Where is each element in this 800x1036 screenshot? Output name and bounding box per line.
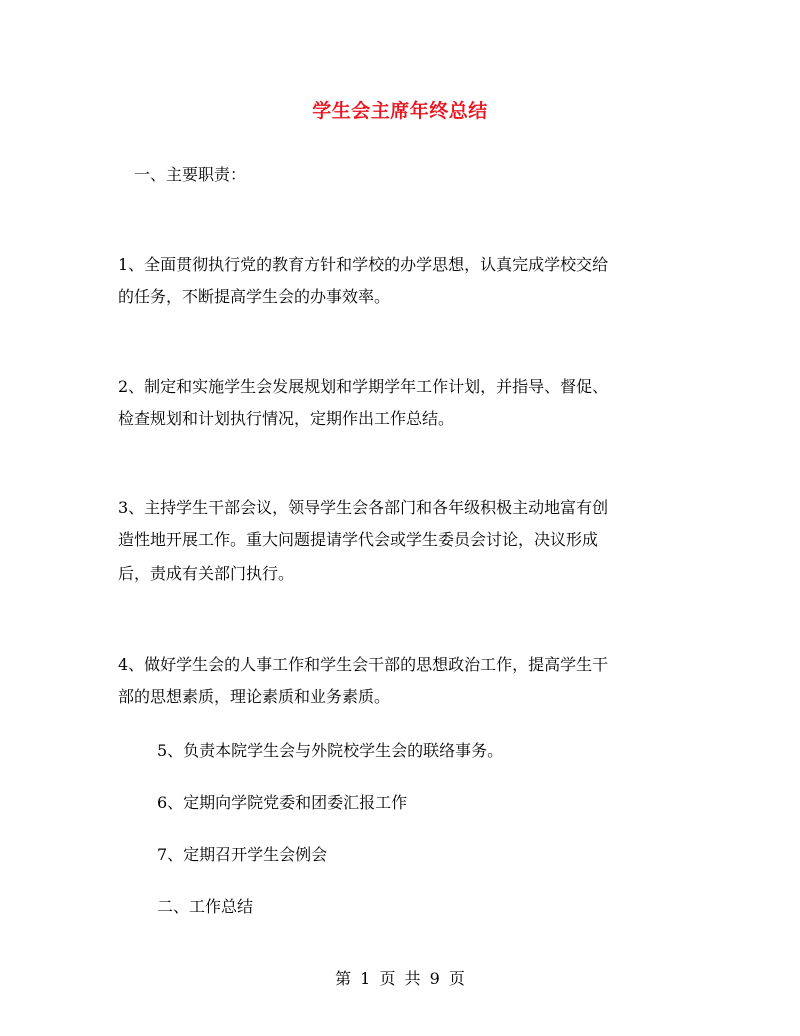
list-item-5: 5、负责本院学生会与外院校学生会的联络事务。 <box>157 741 504 760</box>
paragraph-4-line-2: 部的思想素质，理论素质和业务素质。 <box>118 687 391 706</box>
paragraph-3-line-3: 后，责成有关部门执行。 <box>118 564 295 583</box>
paragraph-4-line-1: 4、做好学生会的人事工作和学生会干部的思想政治工作，提高学生干 <box>118 655 609 674</box>
paragraph-3-line-2: 造性地开展工作。重大问题提请学代会或学生委员会讨论，决议形成 <box>118 530 599 549</box>
paragraph-3-line-1: 3、主持学生干部会议，领导学生会各部门和各年级积极主动地富有创 <box>118 498 609 517</box>
list-item-7: 7、定期召开学生会例会 <box>157 845 328 864</box>
list-item-6: 6、定期向学院党委和团委汇报工作 <box>157 793 408 812</box>
page-number-footer: 第 1 页 共 9 页 <box>335 969 465 988</box>
paragraph-1-line-2: 的任务，不断提高学生会的办事效率。 <box>118 287 391 306</box>
document-title: 学生会主席年终总结 <box>312 100 488 122</box>
paragraph-2-line-1: 2、制定和实施学生会发展规划和学期学年工作计划，并指导、督促、 <box>118 377 609 396</box>
paragraph-1-line-1: 1、全面贯彻执行党的教育方针和学校的办学思想，认真完成学校交给 <box>118 255 609 274</box>
paragraph-2-line-2: 检查规划和计划执行情况，定期作出工作总结。 <box>118 409 455 428</box>
section-heading-main-duties: 一、主要职责： <box>134 165 247 184</box>
section-heading-work-summary: 二、工作总结 <box>157 897 254 916</box>
